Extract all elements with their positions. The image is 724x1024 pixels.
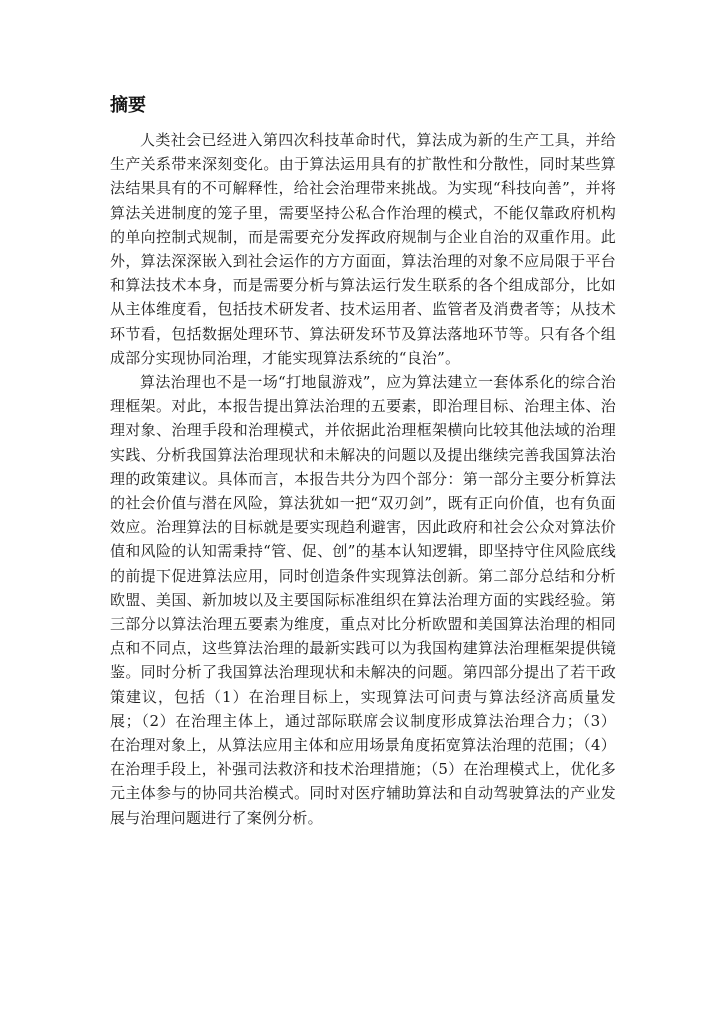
abstract-heading: 摘要 bbox=[110, 95, 146, 116]
abstract-body bbox=[110, 128, 616, 830]
abstract-paragraph-2: 算法治理也不是一场“打地鼠游戏”，应为算法建立一套体系化的综合治理框架。对此，本报告提出算法治理的五要素，即治理目标、治理主体、治理对象、治理手段和治理模式，并依据此治理框架横向比较其他法域的治理实践、分析我国算法治理现状和未解决的问题以及提出继续完善我国算法治理的政策建议。具体而言，本报告共分为四个部分：第一部分主要分析算法的社会价值与潜在风险，算法犹如一把“双刃剑”，既有正向价值，也有负面效应。治理算法的目标就是要实现趋利避害，因此政府和社会公众对算法价值和风险的认知需秉持“管、促、创”的基本认知逻辑，即坚持守住风险底线的前提下促进算法应用，同时创造条件实现算法创新。第二部分总结和分析欧盟、美国、新加坡以及主要国际标准组织在算法治理方面的实践经验。第三部分以算法治理五要素为维度，重点对比分析欧盟和美国算法治理的相同点和不同点，这些算法治理的最新实践可以为我国构建算法治理框架提供镜鉴。同时分析了我国算法治理现状和未解决的问题。第四部分提出了若干政策建议，包括（1）在治理目标上，实现算法可问责与算法经济高质量发展；（2）在治理主体上，通过部际联席会议制度形成算法治理合力；（3）在治理对象上，从算法应用主体和应用场景角度拓宽算法治理的范围；（4）在治理手段上，补强司法救济和技术治理措施；（5）在治理模式上，优化多元主体参与的协同共治模式。同时对医疗辅助算法和自动驾驶算法的产业发展与治理问题进行了案例分析。 bbox=[110, 373, 616, 827]
abstract-paragraph-1: 人类社会已经进入第四次科技革命时代，算法成为新的生产工具，并给生产关系带来深刻变化。由于算法运用具有的扩散性和分散性，同时某些算法结果具有的不可解释性，给社会治理带来挑战。为实现“科技向善”，并将算法关进制度的笼子里，需要坚持公私合作治理的模式，不能仅靠政府机构的单向控制式规制，而是需要充分发挥政府规制与企业自治的双重作用。此外，算法深深嵌入到社会运作的方方面面，算法治理的对象不应局限于平台和算法技术本身，而是需要分析与算法运行发生联系的各个组成部分，比如从主体维度看，包括技术研发者、技术运用者、监管者及消费者等；从技术环节看，包括数据处理环节、算法研发环节及算法落地环节等。只有各个组成部分实现协同治理，才能实现算法系统的“良治”。 bbox=[110, 131, 616, 367]
